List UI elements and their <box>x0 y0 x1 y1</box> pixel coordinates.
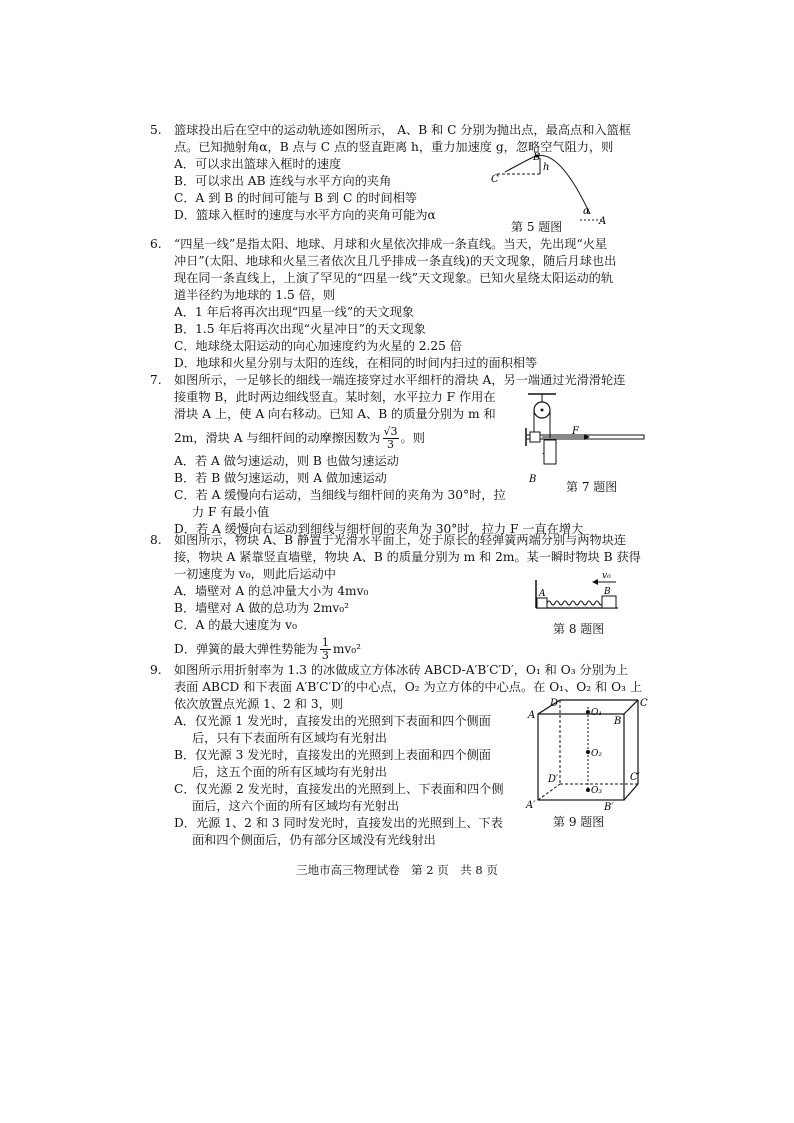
question-text: 现在同一条直线上，上演了罕见的“四星一线”天文现象。已知火星绕太阳运动的轨 <box>174 271 614 285</box>
label-b: B <box>533 152 541 163</box>
label-b: B <box>529 474 537 485</box>
option-b: B．可以求出 AB 连线与水平方向的夹角 <box>174 174 392 188</box>
label-o2: O₂ <box>591 749 602 759</box>
label-c-prime: C′ <box>630 772 640 783</box>
label-v0: v₀ <box>602 571 611 581</box>
question-text: 如图所示用折射率为 1.3 的冰做成立方体冰砖 ABCD-A′B′C′D′，O₁ 和 O₃ 分别为上 <box>174 663 629 677</box>
figure-caption-q5: 第 5 题图 <box>511 220 563 234</box>
question-text: 2m，滑块 A 与细杆间的动摩擦因数为 <box>174 430 381 445</box>
page-footer: 三地市高三物理试卷 第 2 页 共 8 页 <box>296 863 498 877</box>
label-a-prime: A′ <box>526 800 536 811</box>
label-alpha: α <box>583 206 590 217</box>
question-number: 6. <box>150 237 162 251</box>
fraction-numerator: 1 <box>321 635 329 649</box>
fraction <box>320 637 331 662</box>
block-a <box>537 598 547 608</box>
question-number: 5. <box>150 123 162 137</box>
cube-front-face <box>538 714 624 800</box>
option-a: A．若 A 做匀速运动，则 B 也做匀速运动 <box>174 454 399 468</box>
slider-a <box>530 432 540 442</box>
question-text: 依次放置点光源 1、2 和 3，则 <box>174 697 343 711</box>
question-text: 滑块 A 上，使 A 向右移动。已知 A、B 的质量分别为 m 和 <box>174 407 496 421</box>
label-o3: O₃ <box>591 786 602 796</box>
option-c: C．若 A 缓慢向右运动，当细线与细杆间的夹角为 30°时，拉 <box>174 488 506 502</box>
label-b: B <box>604 587 611 597</box>
pulley-axle <box>541 409 544 412</box>
fraction <box>383 426 399 451</box>
figure-q8-spring <box>532 568 622 616</box>
option-d: D．弹簧的最大弹性势能为 <box>174 641 318 656</box>
option-d: D．若 A 缓慢向右运动到细线与细杆间的夹角为 30°时，拉力 F 一直在增大 <box>174 522 584 536</box>
fraction-numerator: √3 <box>383 424 398 438</box>
option-d: D．光源 1、2 和 3 同时发光时，直接发出的光照到上、下表 <box>174 816 503 830</box>
hidden-edge-diagonal <box>538 784 560 800</box>
question-6 <box>150 236 616 372</box>
option-b: B．墙壁对 A 做的总功为 2mv₀² <box>174 601 350 615</box>
question-text: 接，物块 A 紧靠竖直墙壁，物块 A、B 的质量分别为 m 和 2m。某一瞬时物块 B 获得 <box>174 550 641 564</box>
label-c: C <box>640 698 648 709</box>
question-number: 7. <box>150 373 162 387</box>
option-c: C．地球绕太阳运动的向心加速度约为火星的 2.25 倍 <box>174 339 462 353</box>
figure-caption-q8: 第 8 题图 <box>553 622 605 636</box>
label-o1: O₁ <box>591 708 602 718</box>
option-d-tail: mv₀² <box>332 641 362 656</box>
question-text: “四星一线”是指太阳、地球、月球和火星依次排成一条直线。当天，先出现“火星 <box>174 237 608 251</box>
option-c: C．A 的最大速度为 v₀ <box>174 618 297 632</box>
label-c: C <box>491 174 499 185</box>
option-b: B．1.5 年后将再次出现“火星冲日”的天文现象 <box>174 322 426 336</box>
edge-top-right <box>624 700 638 714</box>
o3-point <box>586 788 590 792</box>
fraction-denominator: 3 <box>321 648 329 662</box>
figure-q7-pulley <box>520 390 650 485</box>
option-b: B．若 B 做匀速运动，则 A 做加速运动 <box>174 471 387 485</box>
option-a: A．仅光源 1 发光时，直接发出的光照到下表面和四个侧面 <box>174 714 491 728</box>
block-b <box>602 596 616 608</box>
question-text: 如图所示，物块 A、B 静置于光滑水平面上，处于原长的轻弹簧两端分别与两物块连 <box>174 533 627 547</box>
edge-bottom-right <box>624 784 638 800</box>
option-c: C．仅光源 2 发光时，直接发出的光照到上、下表面和四个侧 <box>174 782 504 796</box>
option-a: A．1 年后将再次出现“四星一线”的天文现象 <box>174 305 415 319</box>
label-h: h <box>543 162 550 173</box>
label-d: D <box>550 698 559 709</box>
label-b-prime: B′ <box>604 802 614 813</box>
o1-point <box>586 710 590 714</box>
question-text: 道半径约为地球的 1.5 倍，则 <box>174 288 336 302</box>
question-text: 冲日”(太阳、地球和火星三者依次且几乎排成一条直线)的天文现象，随后月球也出 <box>174 254 617 268</box>
label-f: F <box>572 426 579 437</box>
o2-point <box>586 750 590 754</box>
option-c-continued: 面后，这六个面的所有区域均有光射出 <box>192 799 400 813</box>
question-text: 篮球投出后在空中的运动轨迹如图所示， A、B 和 C 分别为抛出点，最高点和入篮框 <box>174 123 631 137</box>
label-d-prime: D′ <box>548 774 559 785</box>
figure-caption-q7: 第 7 题图 <box>566 480 618 494</box>
option-b: B．仅光源 3 发光时，直接发出的光照到上表面和四个侧面 <box>174 748 491 762</box>
spring <box>547 601 606 605</box>
option-d-continued: 面和四个侧面后，仍有部分区域没有光线射出 <box>192 833 436 847</box>
question-text: 。则 <box>400 430 425 445</box>
question-text: 一初速度为 v₀，则此后运动中 <box>174 567 336 581</box>
question-number: 8. <box>150 533 162 547</box>
label-a: A <box>599 216 607 227</box>
label-b: B <box>614 716 622 727</box>
block-b <box>544 440 556 464</box>
option-a-continued: 后，只有下表面所有区域均有光射出 <box>192 731 387 745</box>
arrow-head <box>592 579 598 585</box>
label-a: A <box>528 710 536 721</box>
option-c-continued: 力 F 有最小值 <box>192 505 270 519</box>
option-a: A．墙壁对 A 的总冲量大小为 4mv₀ <box>174 584 369 598</box>
figure-q9-cube <box>524 694 652 814</box>
question-text: 表面 ABCD 和下表面 A′B′C′D′的中心点，O₂ 为立方体的中心点。在 O₁、O₂ 和 O₃ 上 <box>174 680 643 694</box>
question-text: 如图所示，一足够长的细线一端连接穿过水平细杆的滑块 A，另一端通过光滑滑轮连 <box>174 373 626 387</box>
option-a: A．可以求出篮球入框时的速度 <box>174 157 342 171</box>
option-d: D．地球和火星分别与太阳的连线，在相同的时间内扫过的面积相等 <box>174 356 538 370</box>
question-text: 接重物 B，此时两边细线竖直。某时刻，水平拉力 F 作用在 <box>174 390 496 404</box>
label-a: A <box>539 589 546 599</box>
question-number: 9. <box>150 663 162 677</box>
option-c: C．A 到 B 的时间可能与 B 到 C 的时间相等 <box>174 191 418 205</box>
figure-caption-q9: 第 9 题图 <box>553 815 605 829</box>
option-b-continued: 后，这五个面的所有区域均有光射出 <box>192 765 387 779</box>
question-text: 点。已知抛射角α，B 点与 C 点的竖直距离 h，重力加速度 g，忽略空气阻力，则 <box>174 140 614 154</box>
option-d: D．篮球入框时的速度与水平方向的夹角可能为α <box>174 208 436 222</box>
fraction-denominator: 3 <box>387 437 394 451</box>
